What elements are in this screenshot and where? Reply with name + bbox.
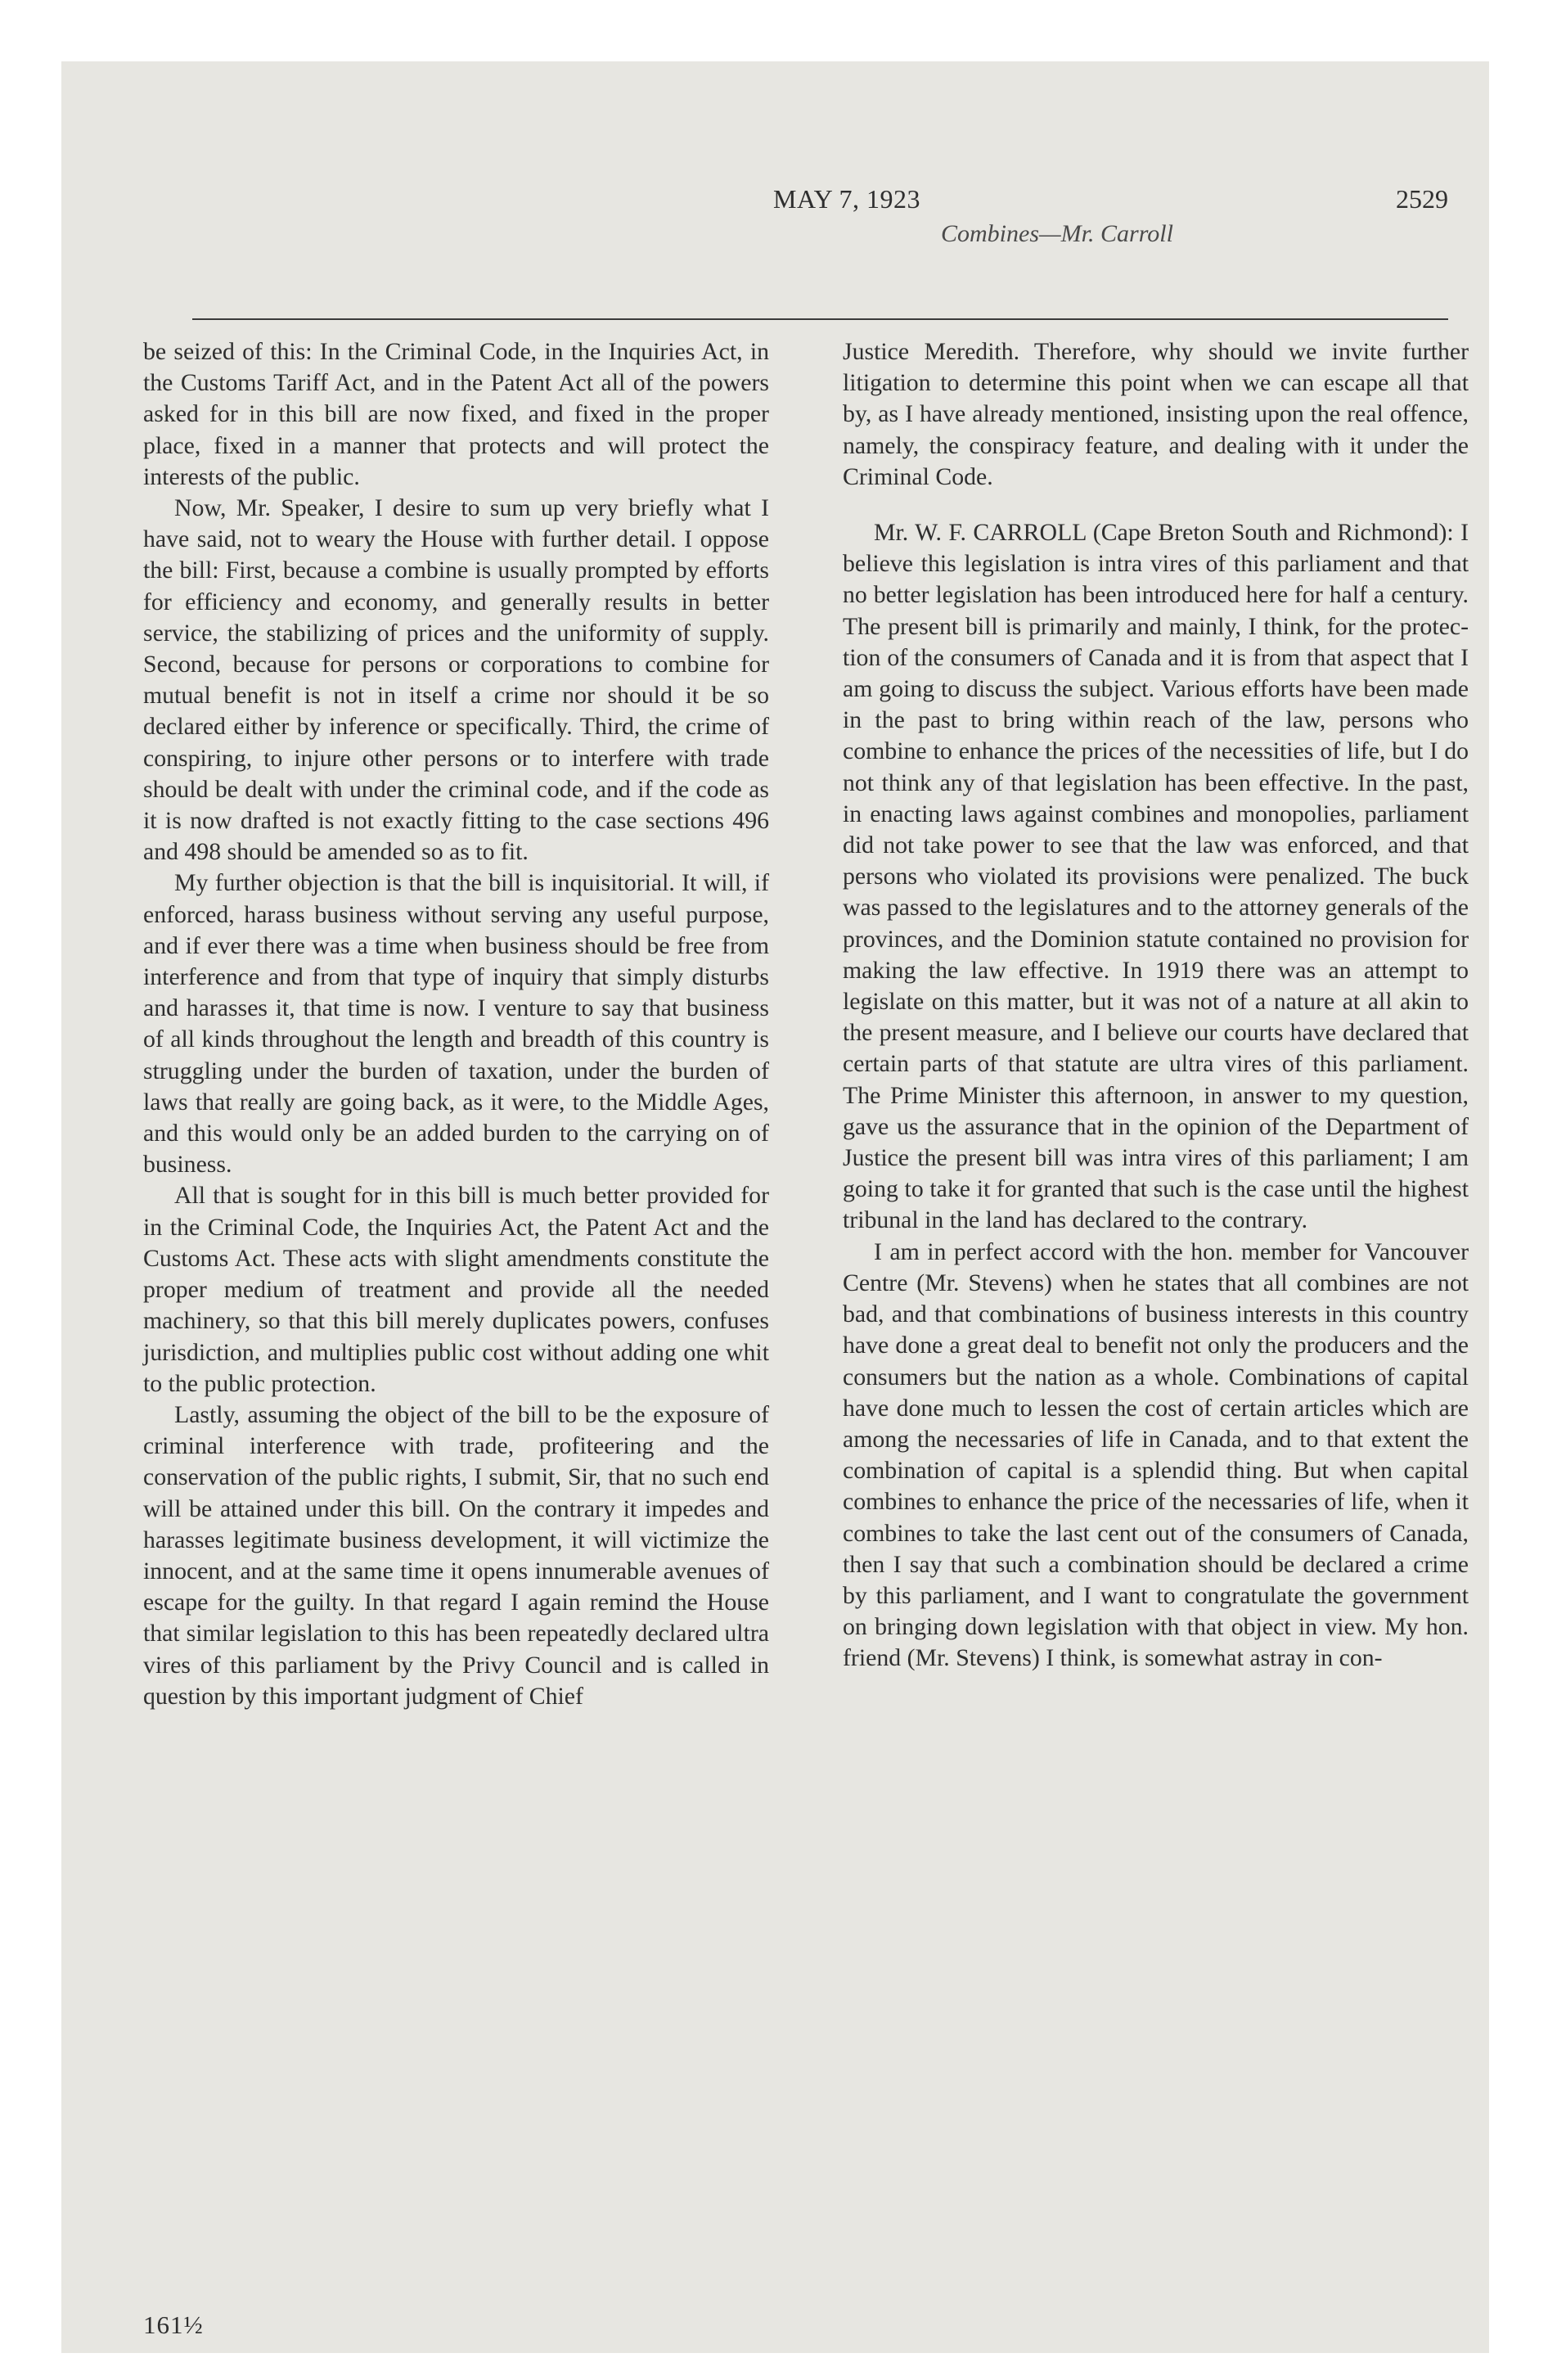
signature-mark: 161½: [143, 2310, 204, 2339]
header-rule: [192, 318, 1448, 320]
paragraph: be seized of this: In the Criminal Code, in the Inquiries Act, in the Customs Tariff Act, and in the Patent Act all of the powers asked for in this bill are now fixed, and fixed in the proper place, fixed in a manner that protects and will protect the interests of the public.: [143, 338, 769, 490]
paragraph: Now, Mr. Speaker, I desire to sum up very briefly what I have said, not to weary the House with further detail. I oppose the bill: First, because a combine is usually prompted by efforts for efficiency and economy, and generally results in better service, the stabilizing of prices and the uniformity of supply. Second, because for persons or corporations to combine for mutual benefit is not in itself a crime nor should it be so declared either by inference or specifically. Third, the crime of conspiring, to injure other persons or to interfere with trade should be dealt with under the criminal code, and if the code as it is now drafted is not exactly fitting to the case sections 496 and 498 should be amended so as to fit.: [143, 494, 769, 866]
paragraph: Justice Meredith. Therefore, why should we invite further litigation to determine this point when we can escape all that by, as I have already mentioned, insisting upon the real offence, namely, the conspiracy feature, and dealing with it under the Criminal Code.: [843, 338, 1469, 490]
header-topic: Combines—Mr. Carroll: [941, 220, 1173, 247]
hansard-page: [143, 184, 1469, 2339]
paragraph: All that is sought for in this bill is much better provided for in the Criminal Code, the Inquiries Act, the Patent Act and the Customs Act. These acts with slight amendments constitute the proper medium of treatment and provide all the needed machinery, so that this bill merely duplicates powers, confuses jurisdiction, and multiplies public cost without adding one whit to the public protection.: [143, 1182, 769, 1397]
paragraph: I am in perfect accord with the hon. member for Vancouver Centre (Mr. Stevens) when he states that all combines are not bad, and that combinations of business interests in this country have done a great deal to benefit not only the producers and the consumers but the nation as a whole. Combinations of capital have done much to lessen the cost of certain articles which are among the necessaries of life in Canada, and to that extent the combination of capital is a splendid thing. But when capital combines to enhance the price of the necessaries of life, when it combines to take the last cent out of the consumers of Canada, then I say that such a combination should be declared a crime by this parliament, and I want to congratulate the government on bringing down legislation with that object in view. My hon. friend (Mr. Stevens) I think, is somewhat astray in con-: [843, 1237, 1469, 1672]
speaker-paragraph: Mr. W. F. CARROLL (Cape Breton South and Richmond): I believe this legislation is intra vires of this parliament and that no better legislation has been introduced here for half a century. The present bill is primarily and mainly, I think, for the protection of the consumers of Canada and it is from that aspect that I am going to discuss the subject. Various efforts have been made in the past to bring within reach of the law, persons who combine to enhance the prices of the necessities of life, but I do not think any of that legislation has been effective. In the past, in enacting laws against combines and monopolies, parliament did not take power to see that the law was enforced, and that persons who violated its provisions were penalized. The buck was passed to the legislatures and to the attorney generals of the provinces, and the Dominion statute contained no provision for making the law effective. In 1919 there was an attempt to legislate on this matter, but it was not of a nature at all akin to the present measure, and I believe our courts have declared that certain parts of that statute are ultra vires of this parliament. The Prime Minister this afternoon, in answer to my question, gave us the assurance that in the opinion of the Department of Justice the present bill was intra vires of this parliament; I am going to take it for granted that such is the case until the highest tribunal in the land has declared to the contrary.: [843, 519, 1469, 1234]
paragraph: Lastly, assuming the object of the bill to be the exposure of criminal interference with trade, profiteering and the conservation of the public rights, I submit, Sir, that no such end will be attained under this bill. On the contrary it impedes and harasses legitimate business development, it will victimize the innocent, and at the same time it opens innumerable avenues of escape for the guilty. In that regard I again remind the House that similar legislation to this has been repeatedly declared ultra vires of this parliament by the Privy Council and is called in question by this important judgment of Chief: [143, 1400, 769, 1710]
right-column: [843, 336, 1469, 1675]
scanned-page: [61, 61, 1489, 2353]
running-header: [143, 184, 1469, 247]
left-column: [143, 336, 769, 1712]
header-date: MAY 7, 1923: [773, 184, 921, 214]
header-page-number: 2529: [1396, 184, 1448, 214]
paragraph: My further objection is that the bill is inquisitorial. It will, if enforced, harass business without serving any useful purpose, and if ever there was a time when business should be free from interference and from that type of inquiry that simply disturbs and harasses it, that time is now. I venture to say that business of all kinds throughout the length and breadth of this country is struggling under the burden of taxation, under the burden of laws that really are going back, as it were, to the Middle Ages, and this would only be an added burden to the carrying on of business.: [143, 869, 769, 1179]
